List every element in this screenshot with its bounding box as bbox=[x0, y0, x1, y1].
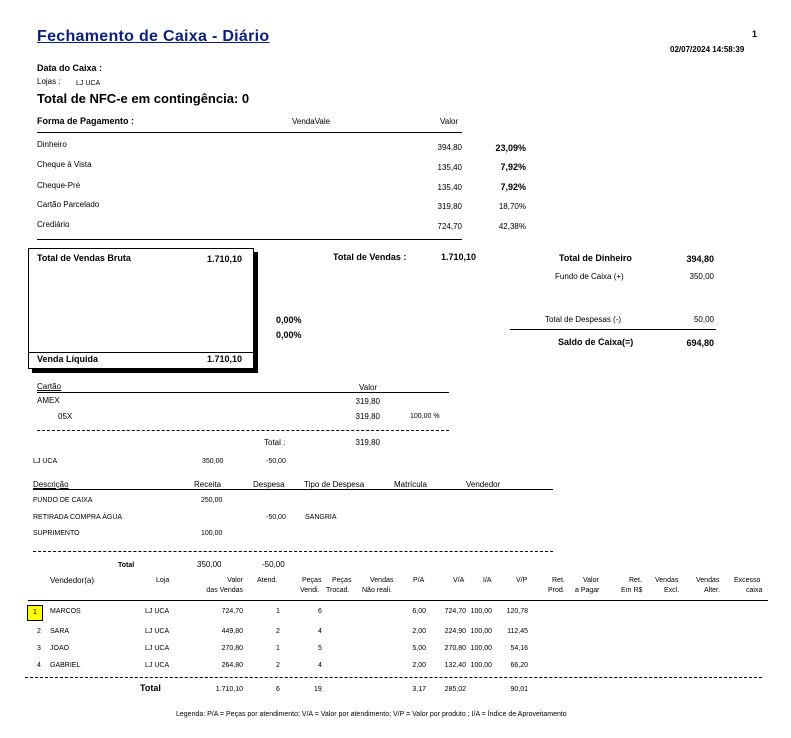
exp-header-desc: Descrição bbox=[33, 480, 69, 489]
payment-name: Cheque-Pré bbox=[37, 181, 81, 190]
stores-label: Lojas : bbox=[37, 77, 61, 86]
hdr-excesso: Excesso bbox=[734, 577, 761, 584]
hdr-valor: Valor bbox=[227, 577, 243, 584]
hdr-ia: I/A bbox=[483, 577, 492, 584]
exp-desc: RETIRADA COMPRA ÁGUA bbox=[33, 514, 123, 521]
payment-pct: 18,70% bbox=[498, 202, 526, 211]
hdr-valor-pagar: Valor bbox=[583, 577, 599, 584]
hdr-vendas-excl-2: Excl. bbox=[664, 587, 680, 594]
gross-sales-label: Total de Vendas Bruta bbox=[37, 253, 131, 263]
hdr-va: V/A bbox=[453, 577, 465, 584]
cash-fund-value: 350,00 bbox=[689, 272, 714, 281]
seller-valor: 449,80 bbox=[221, 628, 243, 635]
exp-desc: FUNDO DE CAIXA bbox=[33, 497, 93, 504]
net-sales-label: Venda Líquida bbox=[37, 354, 99, 364]
card-total-value: 319,80 bbox=[355, 438, 380, 447]
hdr-ret-prod: Ret. bbox=[552, 577, 565, 584]
seller-pa: 6,00 bbox=[412, 608, 426, 615]
seller-pa: 2,00 bbox=[412, 628, 426, 635]
hdr-ret-prod-2: Prod. bbox=[548, 587, 565, 594]
exp-header-receita: Receita bbox=[194, 480, 222, 489]
seller-loja: LJ UCA bbox=[145, 645, 170, 652]
payment-value: 394,80 bbox=[437, 143, 462, 152]
payment-value: 724,70 bbox=[437, 222, 462, 231]
seller-vp: 112,45 bbox=[507, 628, 528, 635]
store-receita: 350,00 bbox=[202, 458, 224, 465]
hdr-vendas-alter-2: Alter. bbox=[704, 587, 720, 594]
hdr-vendedor: Vendedor(a) bbox=[50, 576, 95, 585]
seller-valor: 724,70 bbox=[221, 608, 243, 615]
report-datetime: 02/07/2024 14:58:39 bbox=[670, 45, 745, 54]
seller-ia: 100,00 bbox=[470, 662, 492, 669]
pct-label-1: 0,00% bbox=[276, 315, 302, 325]
cash-balance-value: 694,80 bbox=[686, 338, 714, 348]
exp-header-tipo: Tipo de Despesa bbox=[304, 480, 365, 489]
seller-loja: LJ UCA bbox=[145, 628, 170, 635]
payment-name: Cheque à Vista bbox=[37, 160, 92, 169]
sellers-total-label: Total bbox=[140, 683, 161, 693]
seller-name: GABRIEL bbox=[50, 662, 81, 669]
exp-total-despesa: -50,00 bbox=[262, 560, 285, 569]
cash-date-label: Data do Caixa : bbox=[37, 63, 103, 73]
total-expenses-value: 50,00 bbox=[693, 315, 714, 324]
payment-pct: 23,09% bbox=[495, 143, 526, 153]
card-installments: 05X bbox=[58, 412, 73, 421]
total-expenses-label: Total de Despesas (-) bbox=[545, 315, 622, 324]
seller-vp: 120,78 bbox=[506, 608, 528, 615]
seller-va: 132,40 bbox=[444, 662, 466, 669]
row-number-highlight[interactable]: 1 bbox=[27, 605, 43, 621]
card-total-label: Total : bbox=[264, 438, 286, 447]
stores-value: LJ UCA bbox=[76, 80, 101, 87]
hdr-vendas-nr: Vendas bbox=[370, 577, 394, 584]
hdr-excesso-2: caixa bbox=[746, 587, 763, 594]
hdr-pecas-v: Peças bbox=[302, 577, 322, 584]
hdr-vendas-alter: Vendas bbox=[696, 577, 720, 584]
valor-header: Valor bbox=[440, 117, 459, 126]
exp-receita: 250,00 bbox=[201, 497, 223, 504]
card-valor-header: Valor bbox=[359, 383, 378, 392]
seller-loja: LJ UCA bbox=[145, 662, 170, 669]
pct-label-2: 0,00% bbox=[276, 330, 302, 340]
seller-name: JOAO bbox=[50, 645, 70, 652]
payment-pct: 7,92% bbox=[500, 162, 526, 172]
hdr-atend: Atend. bbox=[257, 577, 278, 584]
hdr-loja: Loja bbox=[156, 577, 170, 584]
seller-valor: 270,80 bbox=[221, 645, 243, 652]
hdr-pecas-v-2: Vendi. bbox=[300, 587, 320, 594]
hdr-vendas-nr-2: Não reali. bbox=[362, 587, 392, 594]
payment-pct: 7,92% bbox=[500, 182, 526, 192]
payment-name: Cartão Parcelado bbox=[37, 200, 100, 209]
cash-balance-label: Saldo de Caixa(=) bbox=[558, 337, 634, 347]
payment-name: Crediário bbox=[37, 220, 70, 229]
exp-desc: SUPRIMENTO bbox=[33, 530, 80, 537]
exp-header-matricula: Matrícula bbox=[394, 480, 427, 489]
hdr-valor-pagar-2: a Pagar bbox=[575, 587, 600, 594]
seller-atend: 2 bbox=[276, 662, 280, 669]
seller-pecas: 5 bbox=[318, 645, 322, 652]
store-name: LJ UCA bbox=[33, 458, 58, 465]
hdr-ret-rs: Ret. bbox=[629, 577, 642, 584]
payment-pct: 42,38% bbox=[498, 222, 526, 231]
card-brand: AMEX bbox=[37, 396, 60, 405]
hdr-pecas-t-2: Trocad. bbox=[326, 587, 350, 594]
seller-number: 4 bbox=[37, 662, 41, 669]
hdr-vendas-excl: Vendas bbox=[655, 577, 679, 584]
exp-header-despesa: Despesa bbox=[253, 480, 285, 489]
exp-despesa: -50,00 bbox=[266, 514, 286, 521]
contingency-total: Total de NFC-e em contingência: 0 bbox=[37, 91, 250, 106]
seller-pecas: 6 bbox=[318, 608, 322, 615]
exp-total-label: Total bbox=[118, 562, 135, 569]
cash-fund-label: Fundo de Caixa (+) bbox=[555, 272, 624, 281]
payment-name: Dinheiro bbox=[37, 140, 67, 149]
hdr-ret-rs-2: Em R$ bbox=[621, 587, 643, 594]
total-sales-label: Total de Vendas : bbox=[333, 252, 407, 262]
exp-receita: 100,00 bbox=[201, 530, 223, 537]
sellers-total-pa: 3,17 bbox=[412, 686, 426, 693]
payment-value: 135,40 bbox=[437, 183, 462, 192]
seller-va: 724,70 bbox=[444, 608, 466, 615]
sellers-total-atend: 6 bbox=[276, 686, 280, 693]
seller-va: 270,80 bbox=[444, 645, 466, 652]
hdr-vp: V/P bbox=[516, 577, 528, 584]
net-sales-value: 1.710,10 bbox=[206, 354, 242, 364]
seller-pa: 2,00 bbox=[412, 662, 426, 669]
seller-vp: 54,16 bbox=[510, 645, 528, 652]
page-number: 1 bbox=[752, 29, 758, 39]
seller-valor: 264,80 bbox=[221, 662, 243, 669]
seller-number: 2 bbox=[37, 628, 41, 635]
total-cash-label: Total de Dinheiro bbox=[559, 253, 632, 263]
seller-name: MARCOS bbox=[50, 608, 81, 615]
sellers-total-pecas: 19 bbox=[314, 686, 322, 693]
seller-vp: 66,20 bbox=[510, 662, 528, 669]
seller-pa: 5,00 bbox=[412, 645, 426, 652]
hdr-pa: P/A bbox=[413, 577, 425, 584]
vendavale-header: VendaVale bbox=[292, 117, 331, 126]
seller-atend: 2 bbox=[276, 628, 280, 635]
card-brand-value: 319,80 bbox=[355, 397, 380, 406]
seller-atend: 1 bbox=[276, 608, 280, 615]
exp-total-receita: 350,00 bbox=[197, 560, 222, 569]
gross-sales-value: 1.710,10 bbox=[206, 254, 242, 264]
card-installments-value: 319,80 bbox=[355, 412, 380, 421]
seller-pecas: 4 bbox=[318, 662, 322, 669]
legend: Legenda: P/A = Peças por atendimento; V/A = Valor por atendimento; V/P = Valor por produto ; I/A = Índice de Aproveitamento bbox=[176, 711, 567, 718]
seller-ia: 100,00 bbox=[470, 645, 492, 652]
total-cash-value: 394,80 bbox=[686, 254, 714, 264]
card-installments-pct: 100,00 % bbox=[410, 413, 440, 420]
report-title: Fechamento de Caixa - Diário bbox=[37, 28, 270, 45]
seller-ia: 100,00 bbox=[470, 628, 492, 635]
sellers-total-valor: 1.710,10 bbox=[215, 686, 243, 693]
seller-pecas: 4 bbox=[318, 628, 322, 635]
store-despesa: -50,00 bbox=[266, 458, 286, 465]
total-sales-value: 1.710,10 bbox=[441, 252, 477, 262]
exp-header-vendedor: Vendedor bbox=[466, 480, 501, 489]
payment-form-header: Forma de Pagamento : bbox=[37, 116, 135, 126]
card-header: Cartão bbox=[37, 382, 62, 391]
hdr-pecas-t: Peças bbox=[332, 577, 352, 584]
payment-value: 135,40 bbox=[437, 163, 462, 172]
seller-atend: 1 bbox=[276, 645, 280, 652]
exp-tipo: SANGRIA bbox=[305, 514, 337, 521]
hdr-valor-2: das Vendas bbox=[206, 587, 243, 594]
seller-va: 224,90 bbox=[444, 628, 466, 635]
payment-value: 319,80 bbox=[437, 202, 462, 211]
seller-number: 3 bbox=[37, 645, 41, 652]
seller-ia: 100,00 bbox=[470, 608, 492, 615]
sellers-total-va: 285,02 bbox=[444, 686, 466, 693]
gross-sales-box bbox=[28, 248, 254, 369]
seller-name: SARA bbox=[50, 628, 70, 635]
sellers-total-vp: 90,01 bbox=[510, 686, 528, 693]
seller-loja: LJ UCA bbox=[145, 608, 170, 615]
